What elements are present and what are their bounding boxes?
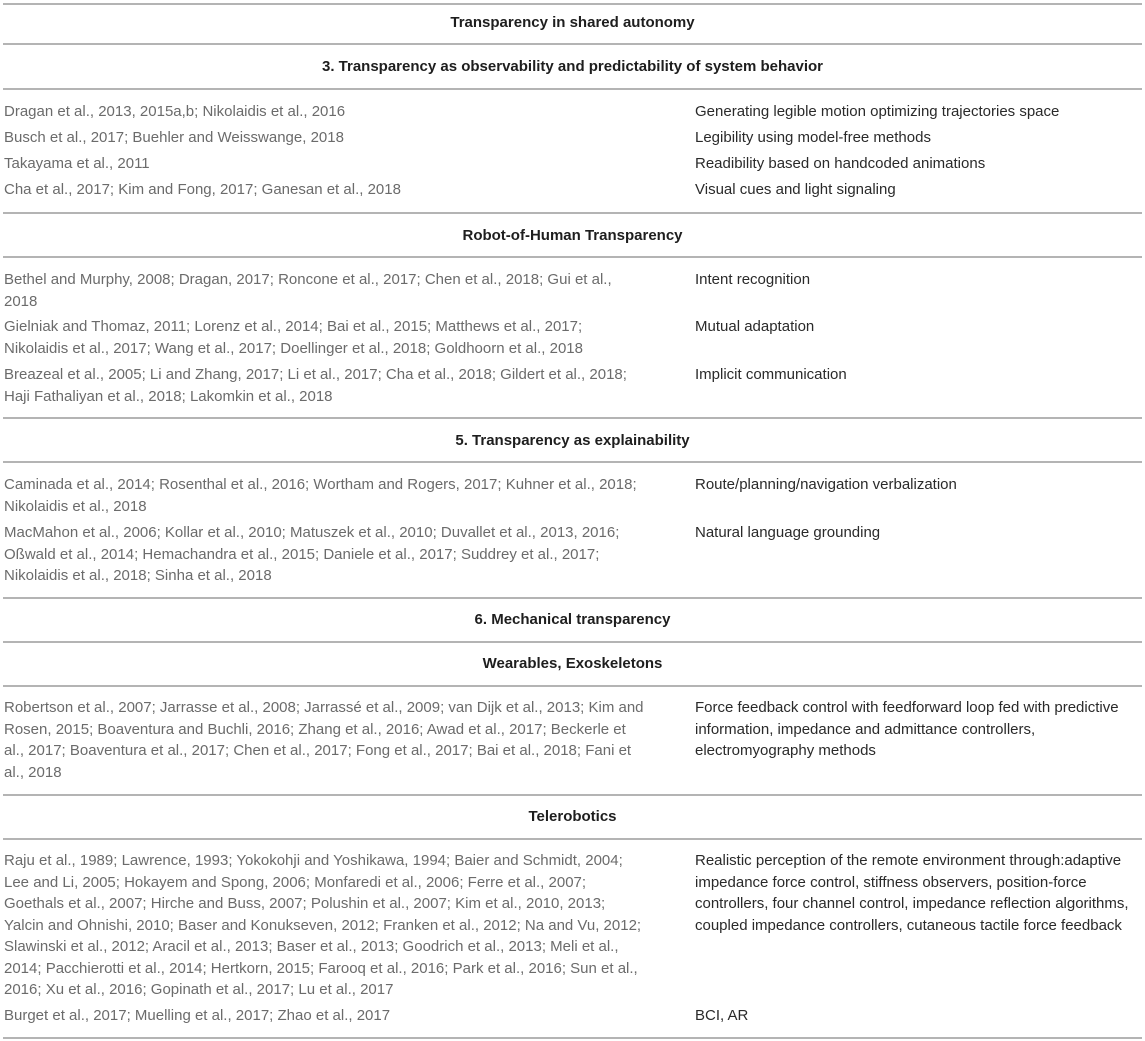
table-rule (3, 1037, 1142, 1039)
description-cell: Readibility based on handcoded animations (695, 155, 986, 172)
references-cell: Gielniak and Thomaz, 2011; Lorenz et al., 2014; Bai et al., 2015; Matthews et al., 2017; Nikolaidis et al., 2017; Wang et al., 2017; Doellinger et al., 2018; Goldhoorn et al., 2018 (4, 318, 583, 357)
description-cell: Visual cues and light signaling (695, 181, 896, 198)
references-cell: Dragan et al., 2013, 2015a,b; Nikolaidis et al., 2016 (4, 103, 346, 120)
references-cell: MacMahon et al., 2006; Kollar et al., 2010; Matuszek et al., 2010; Duvallet et al., 2013, 2016; Oßwald et al., 2014; Hemachandra et al., 2015; Daniele et al., 2017; Suddrey et al., 2017; Nikolaidis et al., 2018; Sinha et al., 2018 (4, 524, 620, 584)
description-cell: Intent recognition (695, 271, 811, 288)
subsection-heading: Telerobotics (528, 808, 617, 825)
table-rule (3, 597, 1142, 599)
section-heading: Robot-of-Human Transparency (462, 227, 683, 244)
references-cell: Bethel and Murphy, 2008; Dragan, 2017; Roncone et al., 2017; Chen et al., 2018; Gui et al., 2018 (4, 271, 612, 310)
section-heading: 6. Mechanical transparency (474, 611, 671, 628)
references-cell: Busch et al., 2017; Buehler and Weisswange, 2018 (4, 129, 344, 146)
references-cell: Cha et al., 2017; Kim and Fong, 2017; Ganesan et al., 2018 (4, 181, 401, 198)
description-cell: Legibility using model-free methods (695, 129, 931, 146)
table-rule (3, 417, 1142, 419)
table-title: Transparency in shared autonomy (450, 14, 695, 31)
section-heading: 3. Transparency as observability and predictability of system behavior (321, 58, 824, 75)
references-cell: Takayama et al., 2011 (4, 155, 150, 172)
section-heading: 5. Transparency as explainability (455, 432, 690, 449)
description-cell: Force feedback control with feedforward loop fed with predictive information, impedance and admittance controllers, electromyography methods (695, 699, 1119, 759)
references-cell: Caminada et al., 2014; Rosenthal et al., 2016; Wortham and Rogers, 2017; Kuhner et al., 2018; Nikolaidis et al., 2018 (4, 476, 637, 515)
description-cell: BCI, AR (695, 1007, 749, 1024)
references-cell: Robertson et al., 2007; Jarrasse et al., 2008; Jarrassé et al., 2009; van Dijk et al., 2013; Kim and Rosen, 2015; Boaventura and Buchli, 2016; Zhang et al., 2016; Awad et al., 2017; Beckerle et al., 2017; Boaventura et al., 2017; Chen et al., 2017; Fong et al., 2017; Bai et al., 2018; Fani et al., 2018 (4, 699, 644, 781)
references-cell: Breazeal et al., 2005; Li and Zhang, 2017; Li et al., 2017; Cha et al., 2018; Gildert et al., 2018; Haji Fathaliyan et al., 2018; Lakomkin et al., 2018 (4, 366, 627, 405)
table-rule (3, 838, 1142, 840)
table-rule (3, 43, 1142, 45)
references-cell: Raju et al., 1989; Lawrence, 1993; Yokokohji and Yoshikawa, 1994; Baier and Schmidt, 2004; Lee and Li, 2005; Hokayem and Spong, 2006; Monfaredi et al., 2006; Ferre et al., 2007; Goethals et al., 2007; Hirche and Buss, 2007; Polushin et al., 2007; Kim et al., 2010, 2013; Yalcin and Ohnishi, 2010; Baser and Konukseven, 2012; Franken et al., 2012; Na and Vu, 2012; Slawinski et al., 2012; Aracil et al., 2013; Baser et al., 2013; Goodrich et al., 2013; Meli et al., 2014; Pacchierotti et al., 2014; Hertkorn, 2015; Farooq et al., 2016; Park et al., 2016; Sun et al., 2016; Xu et al., 2016; Gopinath et al., 2017; Lu et al., 2017 (4, 852, 642, 998)
description-cell: Route/planning/navigation verbalization (695, 476, 957, 493)
table-rule (3, 641, 1142, 643)
table-rule (3, 3, 1142, 5)
description-cell: Implicit communication (695, 366, 847, 383)
description-cell: Natural language grounding (695, 524, 881, 541)
description-cell: Realistic perception of the remote environment through:adaptive impedance force control, stiffness observers, position-force controllers, four channel control, impedance reflection algorithms, coupled impedance controllers, cutaneous tactile force feedback (695, 852, 1129, 934)
table-rule (3, 88, 1142, 90)
subsection-heading: Wearables, Exoskeletons (482, 655, 663, 672)
table-rule (3, 461, 1142, 463)
description-cell: Mutual adaptation (695, 318, 815, 335)
description-cell: Generating legible motion optimizing trajectories space (695, 103, 1060, 120)
references-cell: Burget et al., 2017; Muelling et al., 2017; Zhao et al., 2017 (4, 1007, 391, 1024)
table-rule (3, 794, 1142, 796)
table-rule (3, 256, 1142, 258)
table-rule (3, 212, 1142, 214)
table-rule (3, 685, 1142, 687)
